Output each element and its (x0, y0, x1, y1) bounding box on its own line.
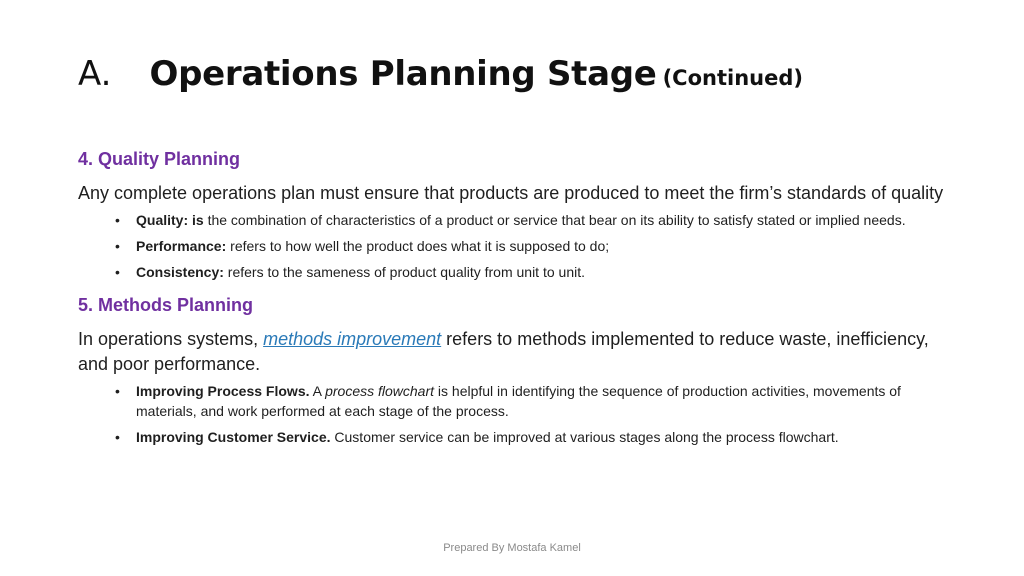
bullet-item (115, 427, 916, 447)
bullet-term: Quality: is (136, 212, 204, 228)
bullet-dot-icon: • (115, 264, 120, 280)
bullet-italic: process flowchart (325, 383, 435, 399)
bullet-dot-icon: • (115, 383, 120, 399)
title-letter: A. (78, 54, 112, 94)
bullet-item (115, 236, 916, 256)
bullet-dot-icon: • (115, 429, 120, 445)
bullet-list (78, 210, 958, 282)
bullet-dot-icon: • (115, 238, 120, 254)
title-continued: (Continued) (662, 66, 803, 90)
bullet-text: A (309, 383, 326, 399)
paragraph-text: In operations systems, (78, 329, 264, 349)
bullet-item (115, 381, 916, 421)
bullet-dot-icon: • (115, 212, 120, 228)
bullet-text: refers to how well the product does what it is supposed to do; (226, 238, 610, 254)
section-heading: 5. Methods Planning (78, 295, 254, 315)
methods-improvement-link[interactable]: methods improvement (263, 329, 442, 349)
paragraph-text: refers to methods implemented to reduce waste, inefficiency, and poor performance. (78, 329, 929, 374)
title-main: Operations Planning Stage (149, 54, 657, 94)
section-heading: 4. Quality Planning (78, 149, 241, 169)
bullet-item (115, 262, 916, 282)
bullet-term: Improving Customer Service. (136, 429, 331, 445)
section-methods-planning (78, 292, 958, 447)
bullet-text: the combination of characteristics of a product or service that bear on its ability to satisfy stated or implied needs. (203, 212, 906, 228)
section-paragraph: Any complete operations plan must ensure that products are produced to meet the firm’s standards of quality (78, 183, 944, 203)
bullet-term: Performance: (136, 238, 227, 254)
slide-content (78, 146, 958, 453)
bullet-item (115, 210, 916, 230)
footer-credit: Prepared By Mostafa Kamel (443, 542, 581, 554)
bullet-term: Improving Process Flows. (136, 383, 310, 399)
section-paragraph (78, 327, 958, 377)
bullet-list (78, 381, 958, 447)
bullet-text: refers to the sameness of product quality from unit to unit. (223, 264, 585, 280)
bullet-term: Consistency: (136, 264, 224, 280)
section-quality-planning (78, 146, 958, 282)
bullet-text: Customer service can be improved at various stages along the process flowchart. (330, 429, 839, 445)
slide-title (78, 54, 803, 94)
bullet-text: is helpful in identifying the sequence of production activities, movements of materials, and work performed at each stage of the process. (136, 383, 901, 419)
